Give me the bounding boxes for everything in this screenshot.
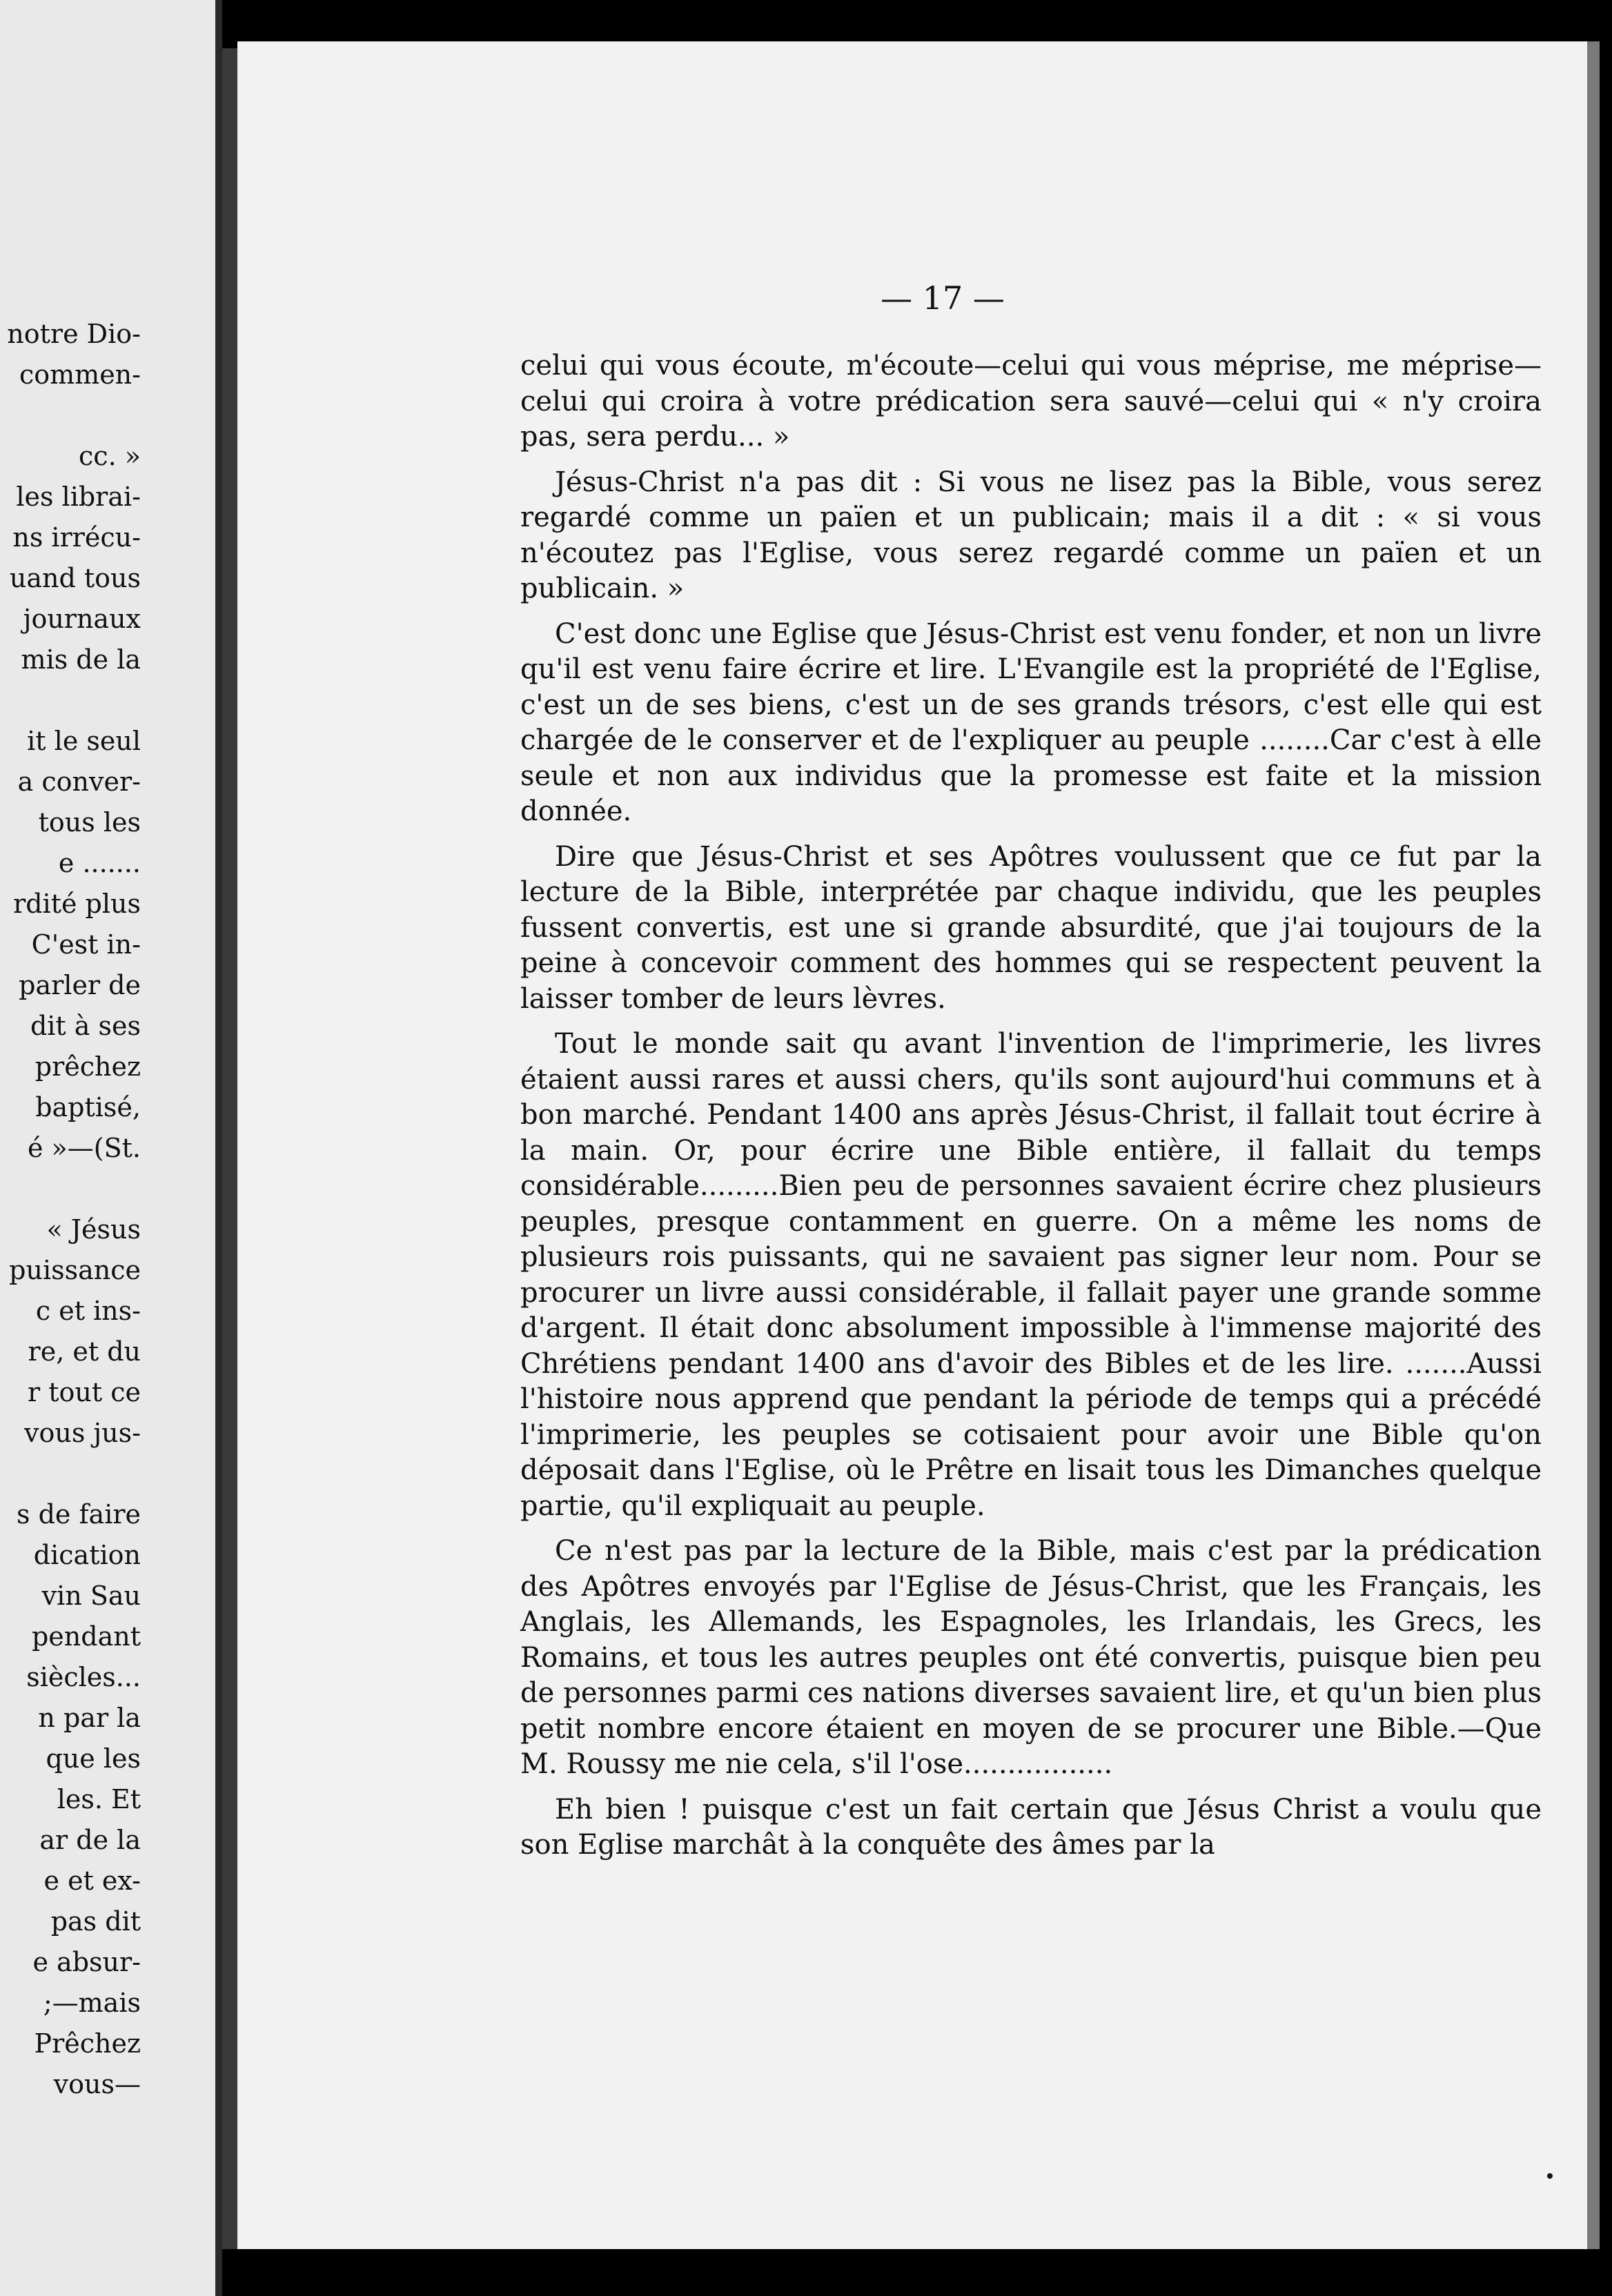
page-number: — 17 — bbox=[881, 279, 1005, 317]
ink-speck bbox=[1547, 2173, 1553, 2179]
left-margin-line: a conver- bbox=[17, 766, 141, 797]
left-margin-line: baptisé, bbox=[35, 1092, 141, 1122]
book-gutter bbox=[222, 48, 237, 2249]
left-margin-line: re, et du bbox=[28, 1336, 141, 1367]
paragraph-1: celui qui vous écoute, m'écoute—celui qui vous méprise, me méprise—celui qui croira à votre prédication sera sauvé—celui qui « n'y croira pas, sera perdu... » bbox=[520, 350, 1542, 453]
left-margin-line: it le seul bbox=[27, 726, 141, 756]
left-margin-line bbox=[0, 680, 207, 721]
main-page bbox=[237, 41, 1595, 2249]
left-margin-line bbox=[0, 395, 207, 436]
left-margin-line: dit à ses bbox=[30, 1011, 141, 1041]
paragraph-7: Eh bien ! puisque c'est un fait certain que Jésus Christ a voulu que son Eglise marchât à la conquête des âmes par la bbox=[520, 1793, 1542, 1861]
left-margin-line: journaux bbox=[23, 604, 141, 634]
left-margin-line: les. Et bbox=[57, 1784, 141, 1814]
left-margin-line: puissance bbox=[9, 1255, 141, 1285]
paragraph-4: Dire que Jésus-Christ et ses Apôtres voulussent que ce fut par la lecture de la Bible, interprétée par chaque individu, que les peuples fussent convertis, est une si grande absurdité, que j'ai toujours de la peine à concevoir comment des hommes qui se respectent peuvent la laisser tomber de leurs lèvres. bbox=[520, 840, 1542, 1015]
left-margin-line: mis de la bbox=[21, 644, 141, 675]
left-margin-line: parler de bbox=[19, 970, 141, 1000]
left-margin-line: ;—mais bbox=[43, 1988, 141, 2018]
left-margin-line: notre Dio- bbox=[7, 319, 141, 349]
left-margin-line bbox=[0, 1169, 207, 1209]
left-margin-line: e absur- bbox=[32, 1947, 141, 1977]
left-margin-line: e et ex- bbox=[43, 1866, 141, 1896]
left-margin-line: tous les bbox=[38, 807, 141, 838]
left-margin-text bbox=[0, 314, 207, 2105]
left-page-fragment bbox=[0, 0, 222, 2296]
left-margin-line: commen- bbox=[19, 359, 141, 390]
left-margin-line bbox=[0, 1454, 207, 1494]
left-margin-line: dication bbox=[33, 1540, 141, 1570]
paragraph-3: C'est donc une Eglise que Jésus-Christ est venu fonder, et non un livre qu'il est venu faire écrire et lire. L'Evangile est la propriété de l'Eglise, c'est un de ses biens, c'est un de ses grands trésors, c'est elle qui est chargée de le conserver et de l'expliquer au peuple ........Car c'est à elle seule et non aux individus que la promesse est faite et la mission donnée. bbox=[520, 617, 1542, 827]
paragraph-5: Tout le monde sait qu avant l'invention de l'imprimerie, les livres étaient aussi rares et aussi chers, qu'ils sont aujourd'hui communs et à bon marché. Pendant 1400 ans après Jésus-Christ, il fallait tout écrire à la main. Or, pour écrire une Bible entière, il fallait du temps considérable.........Bien peu de personnes savaient écrire chez plusieurs peuples, presque contamment en guerre. On a même les noms de plusieurs rois puissants, qui ne savaient pas signer leur nom. Pour se procurer un livre aussi considérable, il fallait payer une grande somme d'argent. Il était donc absolument impossible à l'immense majorité des Chrétiens pendant 1400 ans d'avoir des Bibles et de les lire. .......Aussi l'histoire nous apprend que pendant la période de temps qui a précédé l'imprimerie, les peuples se cotisaient pour avoir une Bible qu'on déposait dans l'Eglise, où le Prêtre en lisait tous les Dimanches quelque partie, qu'il expliquait au peuple. bbox=[520, 1028, 1542, 1522]
body-text bbox=[520, 348, 1542, 1873]
left-margin-line: « Jésus bbox=[46, 1214, 141, 1245]
left-margin-line: c et ins- bbox=[35, 1296, 141, 1326]
left-margin-line: C'est in- bbox=[31, 929, 141, 960]
left-margin-line: r tout ce bbox=[28, 1377, 141, 1407]
paragraph-6: Ce n'est pas par la lecture de la Bible, mais c'est par la prédication des Apôtres envoyés par l'Eglise de Jésus-Christ, que les Français, les Anglais, les Allemands, les Espagnoles, les Irlandais, les Grecs, les Romains, et tous les autres peuples ont été convertis, puisque bien peu de personnes parmi ces nations diverses savaient lire, et qu'un bien plus petit nombre encore étaient en moyen de se procurer une Bible.—Que M. Roussy me nie cela, s'il l'ose................. bbox=[520, 1535, 1542, 1780]
left-margin-line: é »—(St. bbox=[27, 1133, 141, 1163]
left-margin-line: pendant bbox=[31, 1621, 141, 1652]
left-margin-line: e ....... bbox=[58, 848, 141, 878]
left-margin-line: cc. » bbox=[79, 441, 141, 471]
left-margin-line: vin Sau bbox=[41, 1581, 141, 1611]
left-margin-line: uand tous bbox=[9, 563, 141, 593]
left-margin-line: Prêchez bbox=[34, 2028, 141, 2059]
paragraph-2: Jésus-Christ n'a pas dit : Si vous ne lisez pas la Bible, vous serez regardé comme un païen et un publicain; mais il a dit : « si vous n'écoutez pas l'Eglise, vous serez regardé comme un païen et un publicain. » bbox=[520, 466, 1542, 604]
left-margin-line: prêchez bbox=[35, 1051, 141, 1082]
left-margin-line: s de faire bbox=[17, 1499, 141, 1530]
left-margin-line: siècles... bbox=[26, 1662, 141, 1692]
left-margin-line: rdité plus bbox=[13, 889, 141, 919]
left-margin-line: que les bbox=[46, 1743, 141, 1774]
left-margin-line: ar de la bbox=[39, 1825, 141, 1855]
left-margin-line: n par la bbox=[38, 1703, 141, 1733]
left-margin-line: vous jus- bbox=[24, 1418, 141, 1448]
left-margin-line: vous— bbox=[53, 2069, 141, 2099]
left-margin-line: ns irrécu- bbox=[12, 522, 141, 553]
page-edge bbox=[1587, 41, 1600, 2249]
left-margin-line: pas dit bbox=[50, 1906, 141, 1937]
left-margin-line: les librai- bbox=[16, 482, 141, 512]
